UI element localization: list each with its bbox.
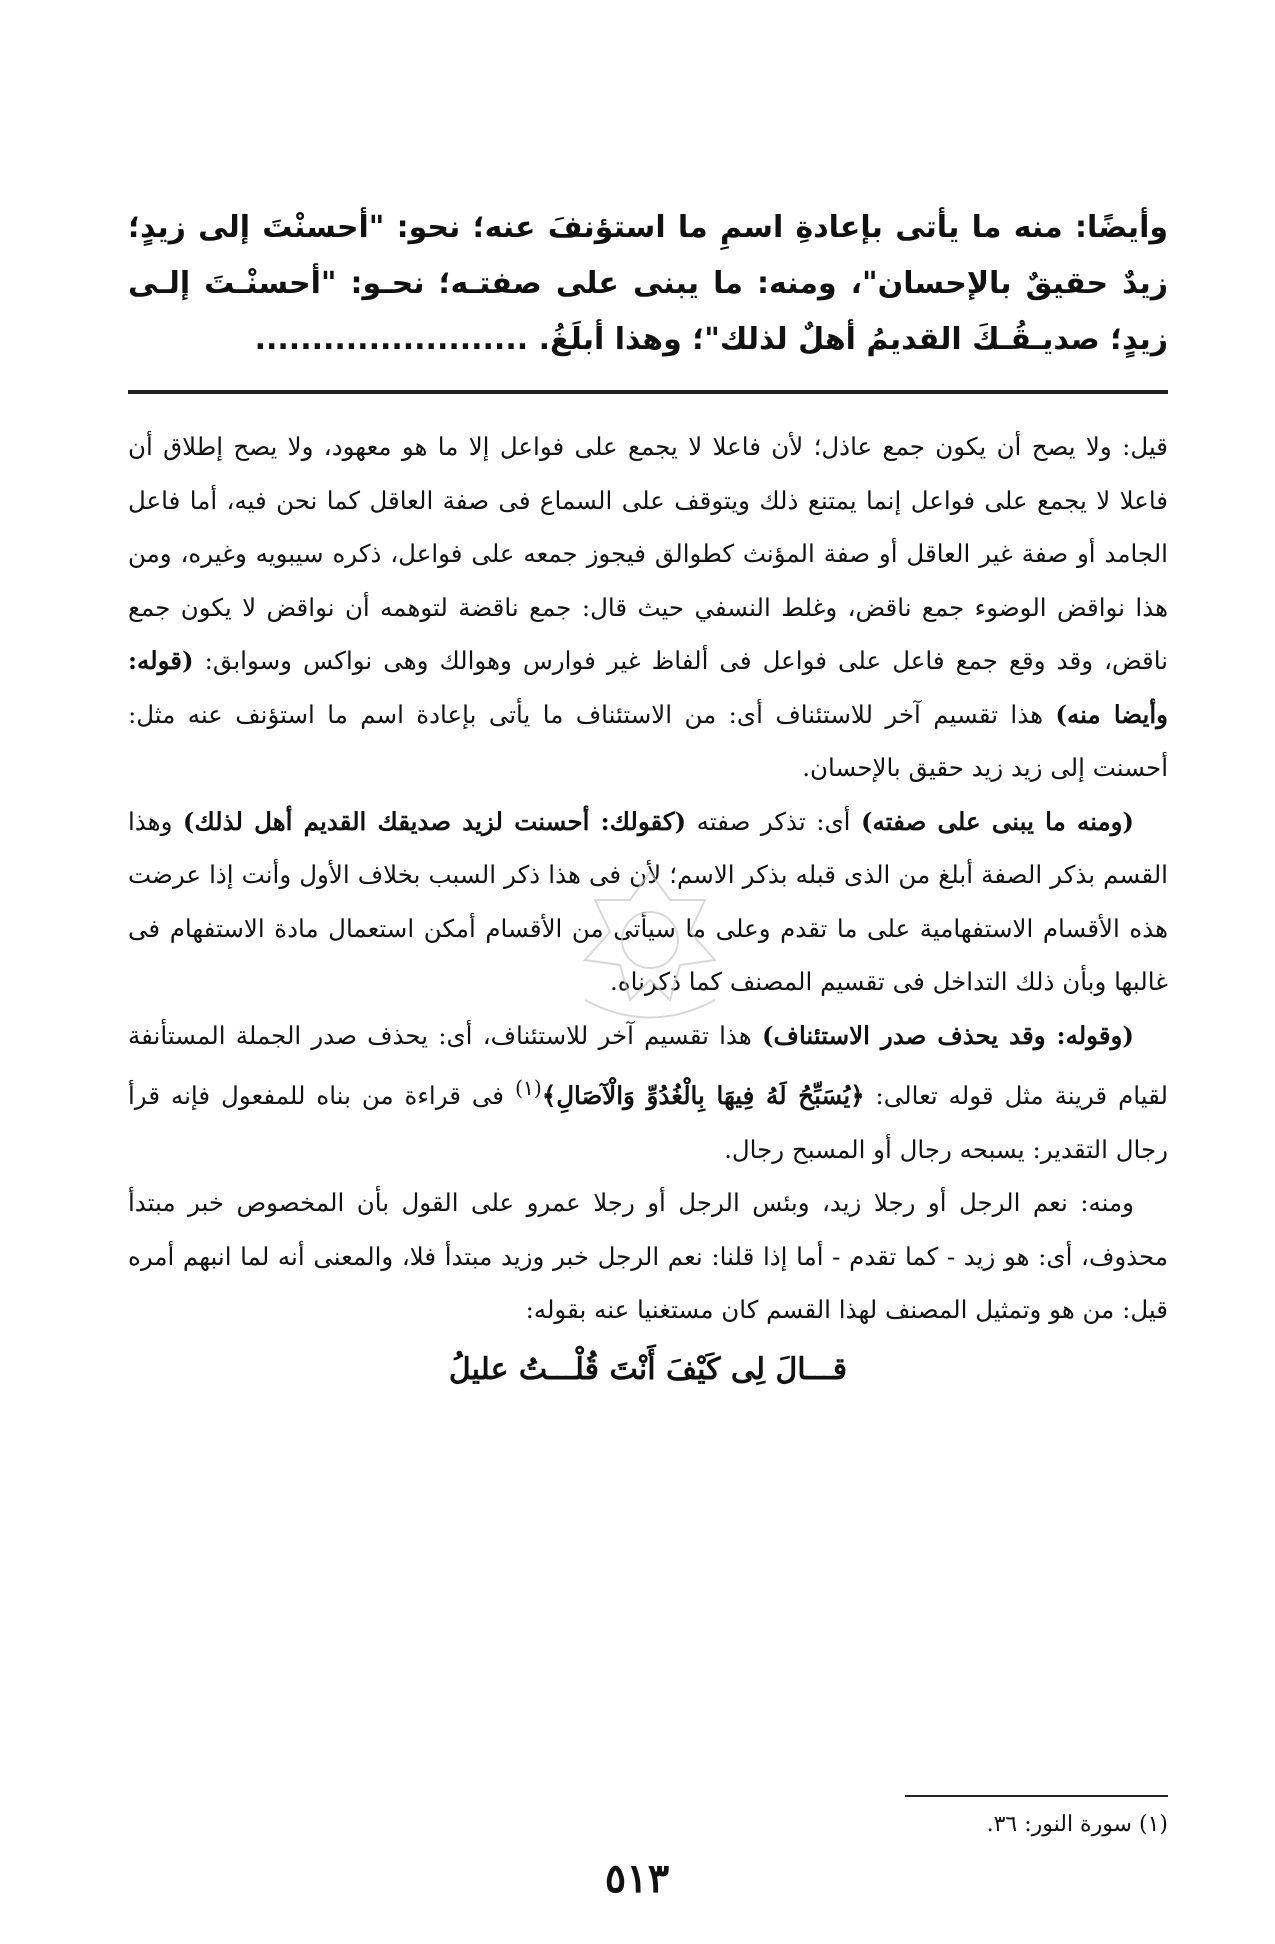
library-stamp-watermark — [565, 860, 735, 1030]
footnote-reference: (١) — [514, 1076, 542, 1100]
quoted-phrase: (وقوله: وقد يحذف صدر الاستئناف) — [761, 1020, 1134, 1050]
matn-text — [128, 200, 1168, 368]
matn-separator-rule — [128, 390, 1168, 394]
sharh-paragraph-4: ومنه: نعم الرجل أو رجلا زيد، وبئس الرجل أو رجلا عمرو على القول بأن المخصوص خبر مبتدأ محذوف، أى: هو زيد - كما تقدم - أما إذا قلنا: نعم الرجل خبر وزيد مبتدأ فلا، والمعنى أنه لما انبهم أمره قيل: من هو وتمثيل المصنف لهذا القسم كان مستغنيا عنه بقوله: — [128, 1188, 1168, 1325]
footnote: (١) سورة النور: ٣٦. — [986, 1812, 1168, 1837]
sharh-paragraph-2: (ومنه ما يبنى على صفته) أى: تذكر صفته (كقولك: أحسنت لزيد صديقك القديم أهل لذلك) وهذا القسم بذكر الصفة أبلغ من الذى قبله بذكر الاسم؛ لأن فى هذا ذكر السبب بخلاف الأول وأنت إذا عرضت هذه الأقسام الاستفهامية على ما تقدم وعلى ما سيأتى من الأقسام أمكن استعمال مادة الاستفهام فى غالبها وبأن ذلك التداخل فى تقسيم المصنف كما ذكرناه. — [128, 806, 1168, 996]
poetry-verse: قـــالَ لِى كَيْفَ أَنْتَ قُلْـــتُ عليلُ — [448, 1351, 848, 1387]
page-number: ٥١٣ — [604, 1855, 670, 1902]
quran-verse: ﴿يُسَبِّحُ لَهُ فِيهَا بِالْغُدُوِّ وَالْآصَالِ﴾ — [541, 1081, 865, 1111]
quoted-phrase: (ومنه ما يبنى على صفته) — [860, 806, 1135, 836]
sharh-paragraph-3: (وقوله: وقد يحذف صدر الاستئناف) هذا تقسيم آخر للاستئناف، أى: يحذف صدر الجملة المستأنفة لقيام قرينة مثل قوله تعالى: ﴿يُسَبِّحُ لَهُ فِيهَا بِالْغُدُوِّ وَالْآصَالِ﴾$^{(١)}$ فى قراءة من بناه للمفعول فإنه قرأ رجال التقدير: يسبحه رجال أو المسبح رجال. — [128, 1020, 1168, 1164]
footnote-separator — [905, 1795, 1168, 1797]
quoted-phrase: (كقولك: أحسنت لزيد صديقك القديم أهل لذلك) — [182, 806, 687, 836]
sharh-paragraph-1: قيل: ولا يصح أن يكون جمع عاذل؛ لأن فاعلا لا يجمع على فواعل إلا ما هو معهود، ولا يصح إطلاق أن فاعلا لا يجمع على فواعل إنما يمتنع ذلك ويتوقف على السماع فى صفة العاقل كما نحن فيه، أما فاعل الجامد أو صفة غير العاقل أو صفة المؤنث كطوالق فيجوز جمعه على فواعل، ذكره سيبويه وغيره، ومن هذا نواقض الوضوء جمع ناقض، وغلط النسفي حيث قال: جمع ناقضة لتوهمه أن نواقض لا يكون جمع ناقض، وقد وقع جمع فاعل على فواعل فى ألفاظ غير فوارس وهوالك وهى نواكس وسوابق: (قوله: وأيضا منه) هذا تقسيم آخر للاستئناف أى: من الاستئناف ما يأتى بإعادة اسم ما استؤنف عنه مثل: أحسنت إلى زيد زيد حقيق بالإحسان. — [128, 432, 1169, 782]
quoted-phrase: (قوله: وأيضا منه) — [128, 646, 1168, 729]
matn-paragraph: وأيضًا: منه ما يأتى بإعادةِ اسمِ ما استؤنفَ عنه؛ نحو: "أحسنْتَ إلى زيدٍ؛ زيدٌ حقيقٌ بالإحسان"، ومنه: ما يبنى على صفتـه؛ نحـو: "أحسنْـتَ إلـى زيدٍ؛ صديـقُـكَ القديمُ أهلٌ لذلك"؛ وهذا أبلَغُ. ........................ — [128, 210, 1168, 357]
